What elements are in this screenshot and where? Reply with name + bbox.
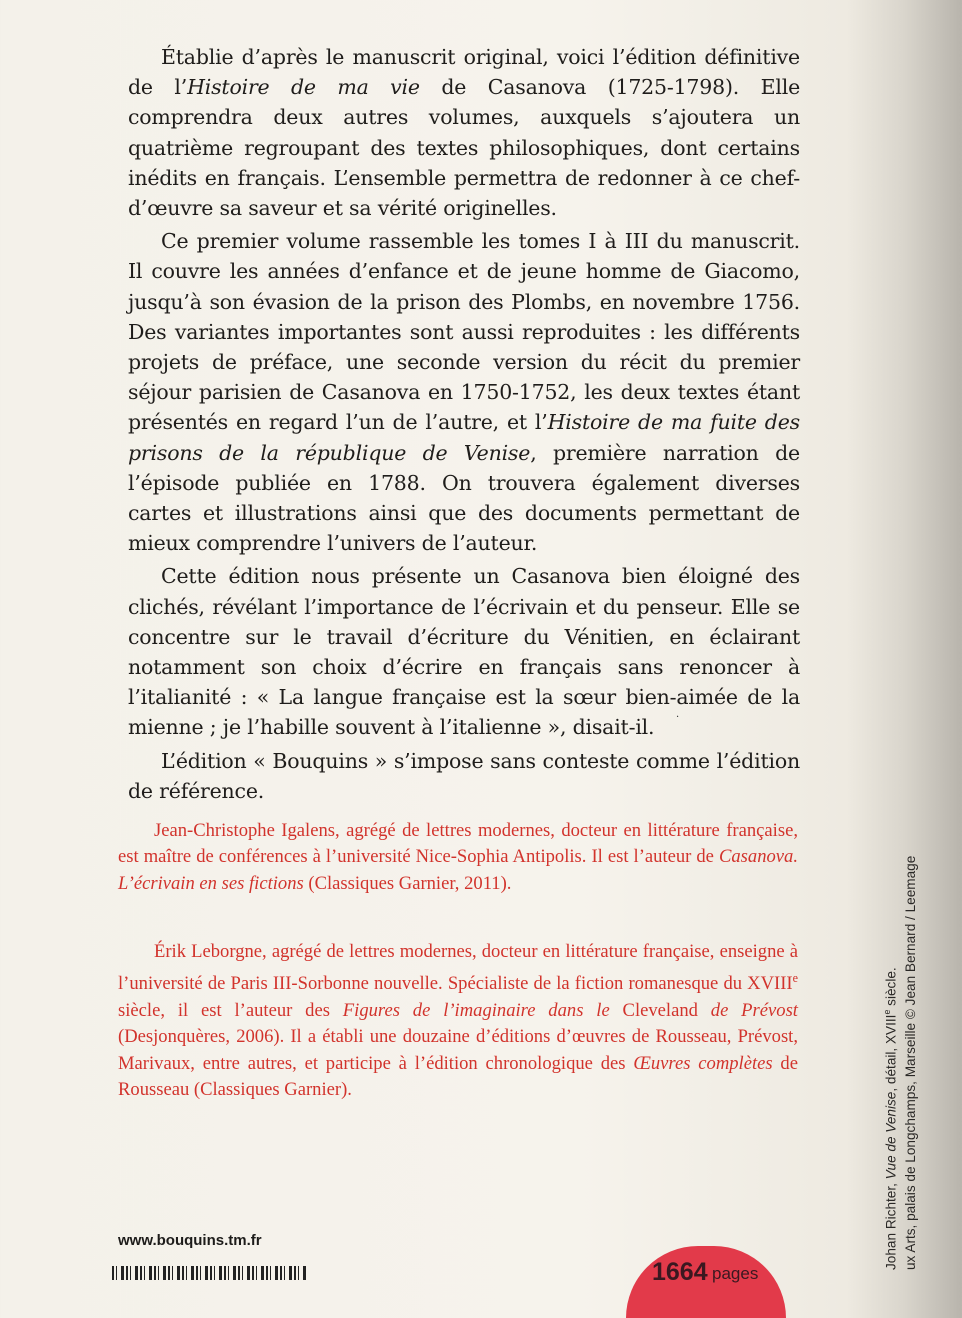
text-run: Jean-Christophe Igalens, agrégé de lettres modernes, docteur en littérature française, est maître de conférences à l’université Nice-Sophia Antipolis. Il est l’auteur de [118, 820, 798, 868]
italic-run: Histoire de ma fuite des prisons de la république de Venise [128, 410, 800, 465]
description-text [128, 42, 800, 809]
bio-2-text [118, 939, 798, 1104]
page-count-badge [626, 1246, 786, 1318]
text-run: (Classiques Garnier, 2011). [303, 872, 512, 894]
paragraph-4 [128, 746, 800, 806]
publisher-url: www.bouquins.tm.fr [118, 1232, 262, 1249]
text-run: L’édition « Bouquins » s’impose sans conteste comme l’édition de référence. [128, 748, 800, 803]
text-run: Ce premier volume rassemble les tomes I à III du manuscrit. Il couvre les années d’enfance et de jeune homme de Giacomo, jusqu’à son évasion de la prison des Plombs, en novembre 1756. Des variantes importantes sont aussi reproduites : les différents projets de préface, une seconde version du récit du premier séjour parisien de Casanova en 1750-1752, les deux textes étant présentés en regard l’un de l’autre, et l’ [128, 229, 800, 435]
italic-run: Œuvres complètes [633, 1052, 773, 1074]
credit-line-2: ux Arts, palais de Longchamps, Marseille © Jean Bernard / Leemage [902, 855, 918, 1270]
text-run: de Casanova (1725-1798). Elle comprendra deux autres volumes, auxquels s’ajoutera un quatrième regroupant des textes philosophiques, dont certains inédits en français. L’ensemble permettra de redonner à ce chef-d’œuvre sa saveur et sa vérité originelles. [128, 75, 801, 221]
paragraph-2 [128, 226, 800, 558]
text-run: Établie d’après le manuscrit original, voici l’édition définitive de l’ [128, 45, 800, 100]
text-run: Cette édition nous présente un Casanova bien éloigné des clichés, révélant l’importance de l’écrivain et du penseur. Elle se concentre sur le travail d’écriture du Vénitien, en éclairant notamment son choix d’écrire en français sans renoncer à l’italianité : « La langue française est la sœur bien-aimée de la mienne ; je l’habille souvent à l’italienne », disait-il. [128, 564, 800, 740]
text-run: siècle, il est l’auteur des [118, 1000, 343, 1021]
text-run: Johan Richter, [883, 1179, 899, 1270]
paragraph-3 [128, 561, 800, 742]
bio-1-text [118, 818, 798, 897]
credit-line-1 [878, 710, 901, 1270]
text-run: de Rousseau (Classiques Garnier). [118, 1052, 798, 1101]
italic-run: Casanova. L’écrivain en ses fictions [118, 846, 798, 894]
italic-run: de Prévost [710, 1000, 798, 1021]
author-bio-leborgne [118, 939, 798, 1104]
image-credit [878, 710, 920, 1270]
page-count-label: pages [712, 1264, 759, 1283]
superscript: e [792, 971, 798, 986]
page-count-number: 1664 [652, 1258, 708, 1286]
text-run: Cleveland [609, 1000, 711, 1021]
print-speck: · [676, 712, 680, 723]
text-run: , première narration de l’épisode publiée en 1788. On trouvera également diverses cartes et illustrations ainsi que des documents permettant de mieux comprendre l’univers de l’auteur. [128, 440, 800, 556]
text-run: (Desjonquères, 2006). Il a établi une douzaine d’éditions d’œuvres de Rousseau, Prévost, Marivaux, entre autres, et participe à l’édition chronologique des [118, 1026, 798, 1074]
text-run: , détail, XVIII [883, 1014, 899, 1092]
superscript: e [882, 1009, 892, 1015]
barcode [112, 1266, 307, 1280]
paragraph-1 [128, 42, 800, 223]
text-run: siècle. [883, 967, 899, 1010]
author-bio-igalens [118, 818, 798, 897]
italic-run: Vue de Venise [883, 1091, 899, 1180]
italic-run: Figures de l’imaginaire dans le [342, 1000, 610, 1021]
italic-run: Histoire de ma vie [187, 75, 420, 100]
text-run: Érik Leborgne, agrégé de lettres modernes, docteur en littérature française, enseigne à l’université de Paris III-Sorbonne nouvelle. Spécialiste de la fiction romanesque du XVIII [118, 941, 798, 995]
